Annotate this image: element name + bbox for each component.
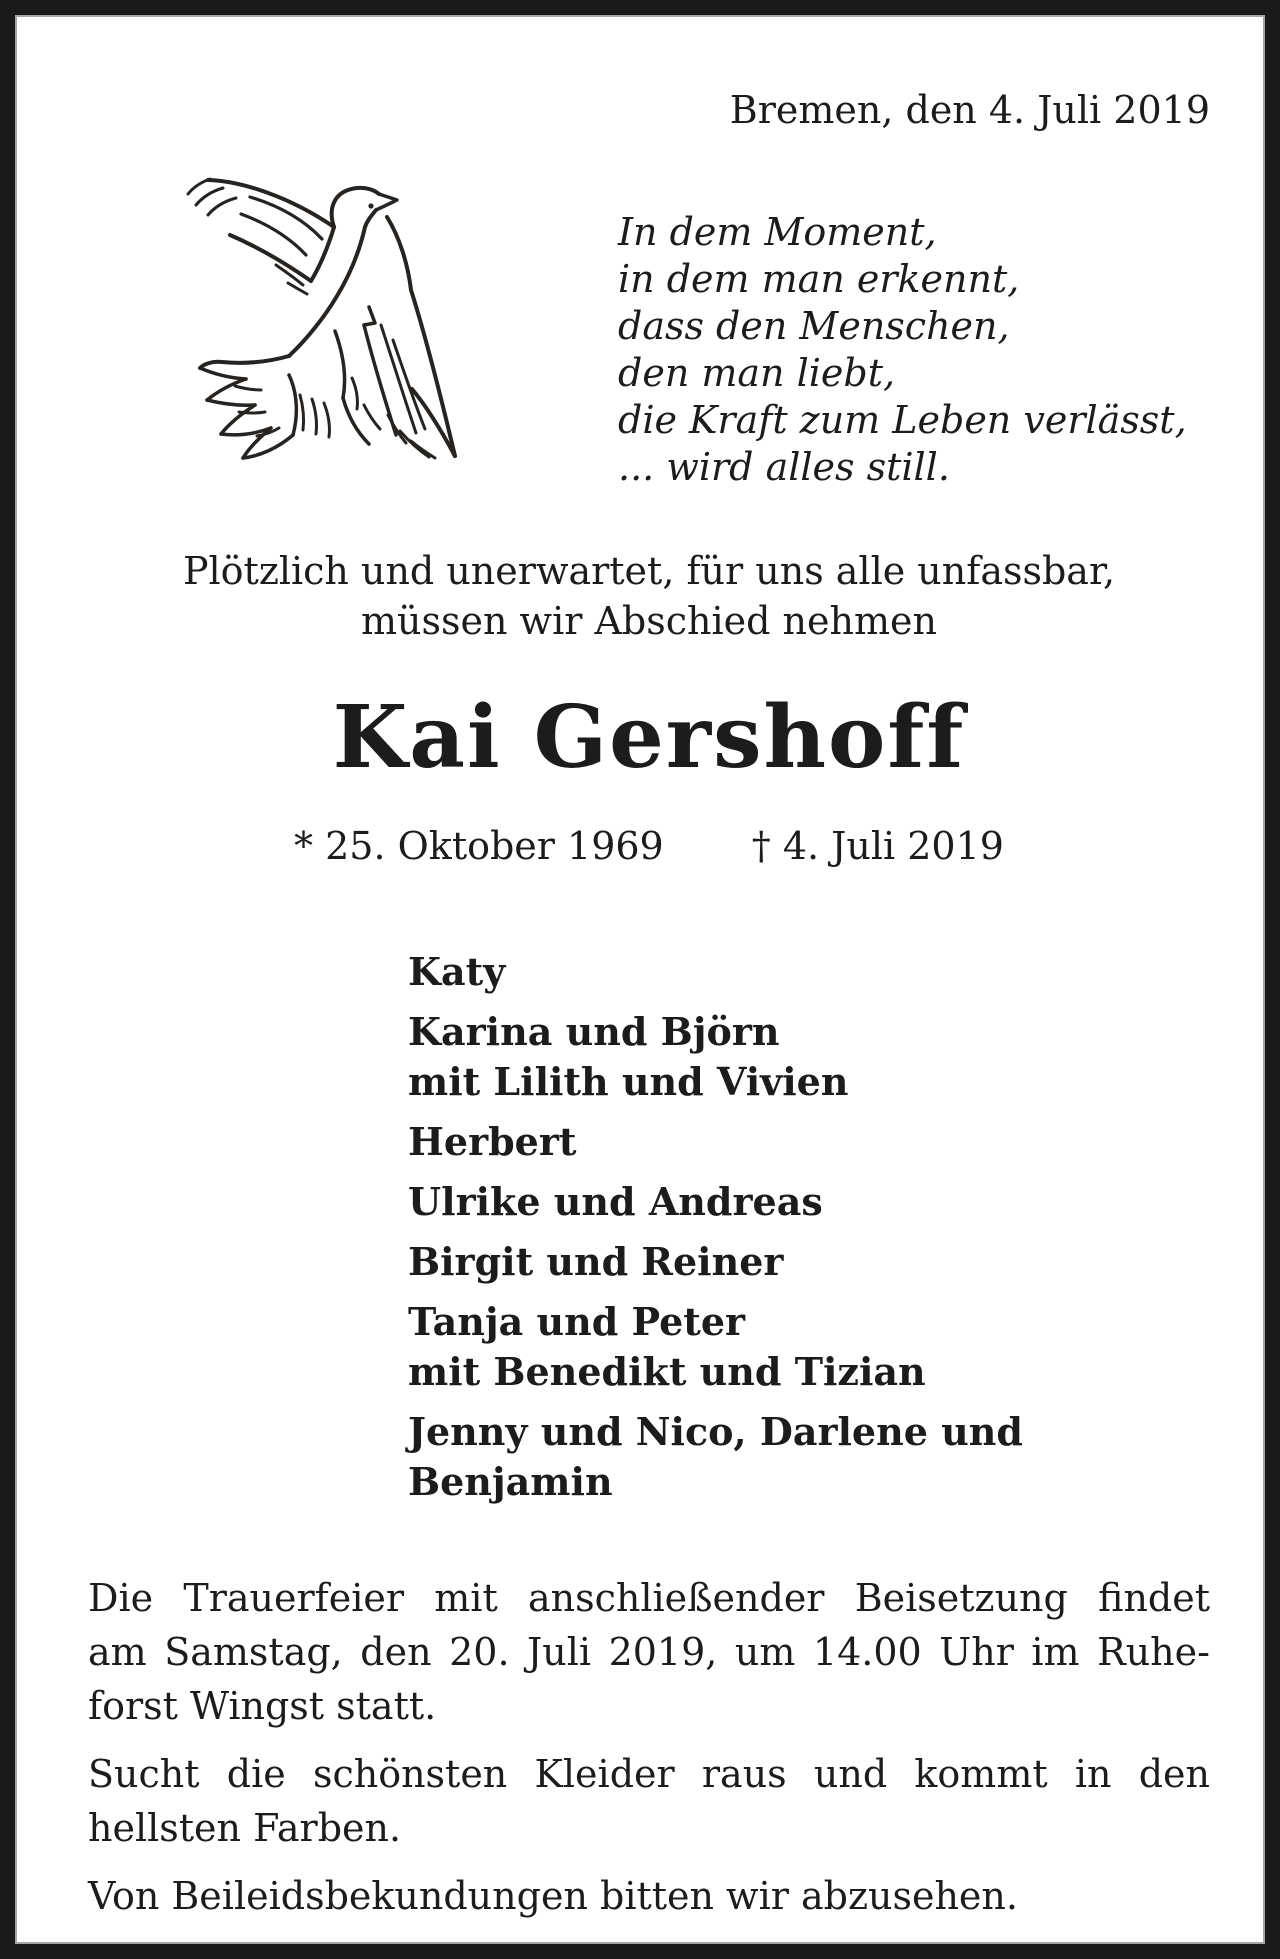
- poem-line: dass den Menschen,: [618, 304, 1010, 348]
- poem-line: den man liebt,: [618, 351, 896, 395]
- mourner-line: Katy: [408, 949, 506, 994]
- mourners-list: [408, 947, 1210, 1507]
- poem-line: In dem Moment,: [618, 210, 937, 254]
- paragraph-line: Die Trauerfeier mit anschließender Beisetzung findet: [88, 1576, 1210, 1620]
- mourner-line: Birgit und Reiner: [408, 1239, 784, 1284]
- poem-line: ... wird alles still.: [618, 445, 950, 489]
- mourner-entry: [408, 1117, 1210, 1167]
- mourner-line: Jenny und Nico, Darlene und Benjamin: [408, 1409, 1023, 1504]
- paragraph-line: am Samstag, den 20. Juli 2019, um 14.00 Uhr im Ruhe-: [88, 1630, 1210, 1674]
- memorial-poem: [618, 209, 1187, 491]
- announcement-line: müssen wir Abschied nehmen: [361, 599, 937, 643]
- mourner-line: Karina und Björn: [408, 1009, 780, 1054]
- notice-paragraphs: [88, 1571, 1210, 1923]
- birth-date: * 25. Oktober 1969: [294, 824, 664, 868]
- paragraph-line: Von Beileidsbekundungen bitten wir abzusehen.: [88, 1874, 1018, 1918]
- mourner-entry: [408, 1177, 1210, 1227]
- mourner-line: Tanja und Peter: [408, 1299, 746, 1344]
- dress-code-paragraph: [88, 1747, 1210, 1855]
- deceased-name: Kai Gershoff: [332, 687, 966, 788]
- mourner-line: mit Benedikt und Tizian: [408, 1349, 926, 1394]
- poem-line: die Kraft zum Leben verlässt,: [618, 398, 1187, 442]
- dove-icon: [138, 135, 498, 495]
- mourner-line: Herbert: [408, 1119, 577, 1164]
- life-dates: [15, 822, 1265, 871]
- paragraph-line: hellsten Farben.: [88, 1806, 402, 1850]
- poem-line: in dem man erkennt,: [618, 257, 1020, 301]
- mourner-entry: [408, 1297, 1210, 1397]
- mourner-entry: [408, 1007, 1210, 1107]
- mourner-line: mit Lilith und Vivien: [408, 1059, 849, 1104]
- mourner-entry: [408, 947, 1210, 997]
- death-date: † 4. Juli 2019: [751, 824, 1004, 868]
- mourner-entry: [408, 1237, 1210, 1287]
- poem-section: [15, 135, 1265, 495]
- paragraph-line: Sucht die schönsten Kleider raus und kommt in den: [88, 1752, 1210, 1796]
- condolences-paragraph: [88, 1869, 1210, 1923]
- mourner-entry: [408, 1407, 1210, 1507]
- paragraph-line: forst Wingst statt.: [88, 1684, 437, 1728]
- announcement-line: Plötzlich und unerwartet, für uns alle unfassbar,: [182, 549, 1116, 593]
- mourner-line: Ulrike und Andreas: [408, 1179, 823, 1224]
- dateline: Bremen, den 4. Juli 2019: [729, 88, 1210, 132]
- funeral-info-paragraph: [88, 1571, 1210, 1733]
- death-announcement: [15, 546, 1265, 646]
